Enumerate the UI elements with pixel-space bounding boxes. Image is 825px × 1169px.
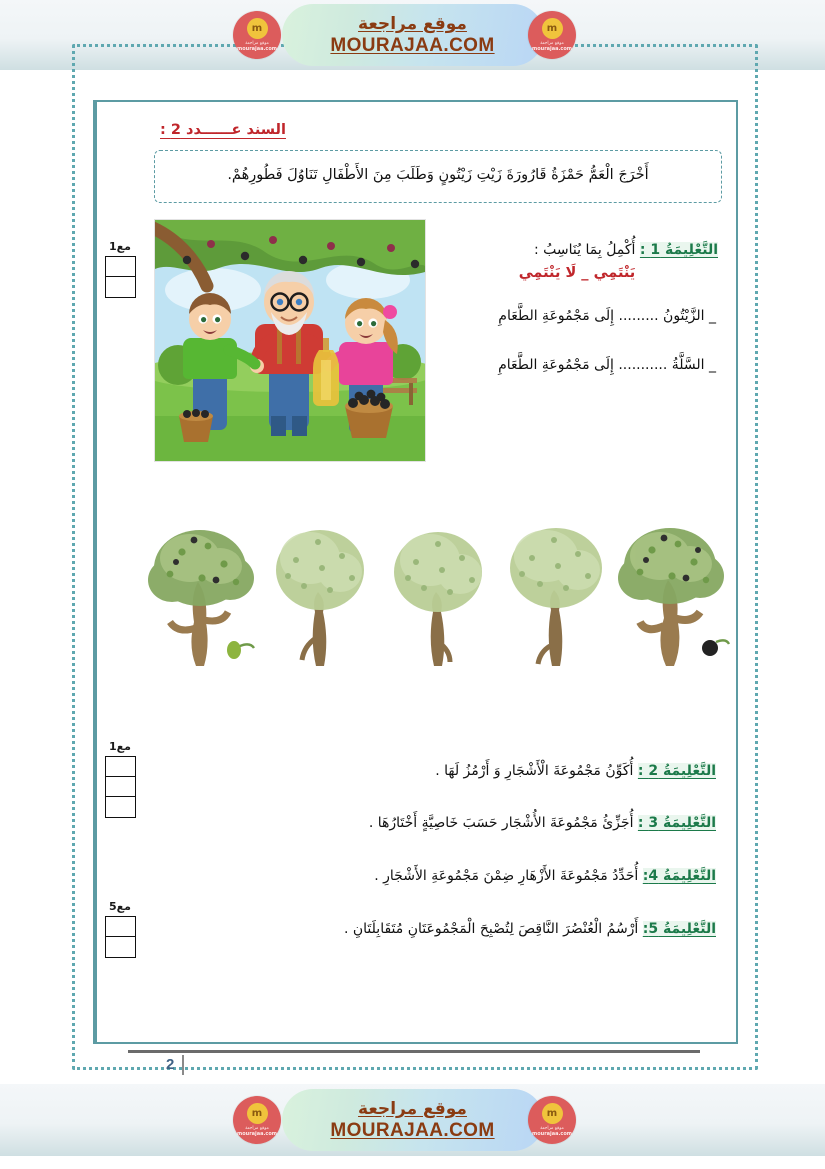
- score-label-1: مع1: [109, 240, 131, 253]
- score-grid-3[interactable]: [105, 916, 136, 958]
- site-logo-left: [233, 11, 281, 59]
- task-1-block: [436, 219, 722, 379]
- banner-site-url-bottom[interactable]: MOURAJAA.COM: [330, 1119, 495, 1141]
- task-2-text: أُكَوِّنُ مَجْمُوعَةَ الْأَشْجَارِ وَ أَرْمُزُ لَهَا .: [435, 762, 634, 779]
- fill-line-1-dots[interactable]: .........: [618, 308, 659, 325]
- bottom-banner: [0, 1084, 825, 1156]
- source-text-box: أَخْرَجَ الْعَمُّ حَمْزَةُ قَارُورَةَ زَيْتِ زَيْتُونٍ وَطَلَبَ مِنَ الأَطْفَالِ تَنَاوُلَ فَطُورِهُمْ.: [154, 150, 722, 203]
- banner-site-url[interactable]: MOURAJAA.COM: [330, 34, 495, 56]
- task-5-line: [154, 916, 716, 943]
- task-5-text: أَرْسُمُ الْعُنْصُرَ النَّاقِصَ لِتُصْبِحَ الْمَجْمُوعَتَانِ مُتَقَابِلَتَانِ .: [343, 920, 639, 937]
- task-3-label: التَّعْلِيمَةُ 3 :: [637, 815, 716, 832]
- score-cell[interactable]: [106, 257, 135, 277]
- score-block-3: [101, 900, 139, 958]
- mourajaa-emblem-icon: m: [542, 1103, 563, 1124]
- score-grid-1[interactable]: [105, 256, 136, 298]
- site-logo-left-bottom: [233, 1096, 281, 1144]
- olive-tree-4: [500, 516, 612, 666]
- site-banner-pill-top[interactable]: [282, 4, 544, 66]
- olive-tree-5: [618, 516, 730, 666]
- fill-line-2-dots[interactable]: ...........: [618, 357, 668, 373]
- task-3-text: أُجَزِّئُ مَجْمُوعَةَ الأُشْجَار حَسَبَ خَاصِيَّةٍ أَخْتَارُهَا .: [368, 815, 634, 832]
- score-cell[interactable]: [106, 757, 135, 777]
- mourajaa-emblem-icon: m: [542, 18, 563, 39]
- task-3-line: [154, 810, 716, 837]
- task-4-text: أُحَدِّدُ مَجْمُوعَةَ الأَزْهَارِ ضِمْنَ مَجْمُوعَةِ الأَشْجَارِ .: [374, 868, 639, 884]
- olive-tree-1: [146, 516, 258, 666]
- score-label-3: مع5: [109, 900, 131, 913]
- task-1-row: [154, 219, 722, 462]
- footer-divider: [128, 1050, 700, 1053]
- site-logo-right: [528, 11, 576, 59]
- banner-arabic-title: موقع مراجعة: [358, 13, 467, 34]
- olive-trees-row: [154, 514, 722, 666]
- score-block-2: [101, 740, 139, 818]
- score-grid-2[interactable]: [105, 756, 136, 818]
- worksheet-frame: [93, 100, 738, 1044]
- fill-line-2-prefix: _ السَّلَّةُ: [671, 357, 716, 373]
- task-4-line: [154, 863, 716, 890]
- logo-caption-left-bottom: موقع مراجعة mourajaa.com: [237, 1125, 278, 1138]
- task-2-label: التَّعْلِيمَةُ 2 :: [637, 762, 716, 779]
- olive-tree-3: [382, 516, 494, 666]
- score-cell[interactable]: [106, 277, 135, 297]
- fill-line-1-suffix: إِلَى مَجْمُوعَةِ الطَّعَامِ: [498, 308, 615, 325]
- score-cell[interactable]: [106, 937, 135, 957]
- task-1-text: أُكْمِلُ بِمَا يُنَاسِبُ :: [534, 241, 636, 258]
- task-1-label: التَّعْلِيمَةُ 1 :: [639, 241, 718, 258]
- score-margin-column: [95, 102, 140, 1042]
- task-3-block: [154, 810, 722, 837]
- fill-line-1-prefix: _ الزَّيْتُونُ: [663, 308, 716, 325]
- logo-caption-right-bottom: موقع مراجعة mourajaa.com: [532, 1125, 573, 1138]
- text-cursor: [182, 1055, 184, 1075]
- logo-caption-right: موقع مراجعة mourajaa.com: [532, 40, 573, 53]
- task-4-block: [154, 863, 722, 890]
- score-cell[interactable]: [106, 917, 135, 937]
- fill-in-line-2[interactable]: [436, 352, 718, 379]
- banner-arabic-title-bottom: موقع مراجعة: [358, 1098, 467, 1119]
- score-cell[interactable]: [106, 777, 135, 797]
- mourajaa-emblem-icon: m: [247, 1103, 268, 1124]
- task-1-choices: يَنْتَمِي _ لَا يَنْتَمِي: [518, 265, 636, 282]
- fill-in-line-1[interactable]: [436, 303, 718, 330]
- fill-line-2-suffix: إِلَى مَجْمُوعَةِ الطَّعَامِ: [498, 357, 614, 373]
- score-label-2: مع1: [109, 740, 131, 753]
- site-logo-right-bottom: [528, 1096, 576, 1144]
- task-1-heading: [436, 237, 718, 264]
- task-2-line: [154, 758, 716, 785]
- logo-caption-left: موقع مراجعة mourajaa.com: [237, 40, 278, 53]
- olive-tree-2: [264, 516, 376, 666]
- page-title: السند عــــــدد 2 :: [160, 122, 286, 138]
- page-number: 2: [166, 1056, 175, 1073]
- site-banner-pill-bottom[interactable]: [282, 1089, 544, 1151]
- mourajaa-emblem-icon: m: [247, 18, 268, 39]
- worksheet-body: [140, 102, 740, 1042]
- task-4-label: التَّعْلِيمَةُ 4:: [642, 868, 716, 884]
- task-5-block: [154, 916, 722, 943]
- score-block-1: [101, 240, 139, 298]
- task-5-label: التَّعْلِيمَةُ 5:: [642, 920, 716, 937]
- task-2-block: [154, 758, 722, 785]
- olive-harvest-illustration: [154, 219, 426, 462]
- score-cell[interactable]: [106, 797, 135, 817]
